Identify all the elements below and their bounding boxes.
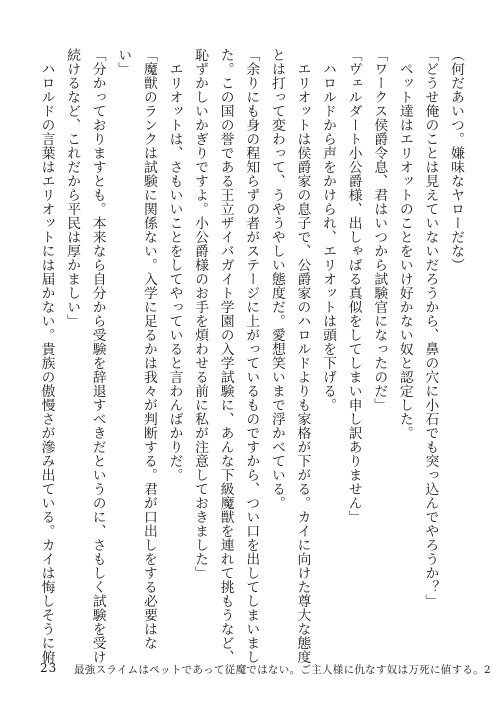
text-line: ハロルドから声をかけられ、エリオットは頭を下げる。	[320, 48, 337, 412]
text-line: エリオットは、さもいいことをしてやっていると言わんばかりだ。	[166, 48, 183, 482]
text-line: ペット達はエリオットのことをいけ好かない奴と認定した。	[396, 48, 413, 440]
text-line: 「どうせ俺のことは見えていないだろうから、鼻の穴に小石でも突っ込んでやろうか？」	[422, 48, 439, 608]
text-line: い」	[115, 48, 132, 76]
running-title: 最強スライムはペットであって従魔ではない。ご主人様に仇なす奴は万死に値する。2	[74, 664, 491, 676]
page-number: 23	[40, 661, 58, 675]
text-line: 「ヴェルダート小公爵様、出しゃばる真似をしてしまい申し訳ありません」	[345, 48, 362, 524]
text-line: た。この国の誉である王立ザイバガイト学園の入学試験に、あんな下級魔獣を連れて挑もうなど、	[217, 48, 234, 664]
text-line: （何だあいつ。嫌味なヤローだな）	[448, 48, 464, 272]
text-line: 「ワークス侯爵令息、君はいつから試験官になったのだ」	[371, 48, 388, 412]
text-line: とは打って変わって、うやうやしい態度だ。愛想笑いまで浮かべている。	[268, 48, 285, 510]
text-line: ハロルドの言葉はエリオットには届かない。貴族の傲慢さが滲み出ている。カイは悔しそうに俯	[38, 48, 55, 664]
text-line: 「魔獣のランクは試験に関係ない。入学に足るかは我々が判断する。君が口出しをする必要はな	[140, 48, 157, 650]
vertical-text-body	[28, 48, 468, 664]
text-line: エリオットは侯爵家の息子で、公爵家のハロルドよりも家格が下がる。カイに向けた尊大な態度	[294, 48, 311, 664]
text-line: 「分かっておりますとも。本来なら自分から受験を辞退すべきだというのに、さもしく試験を受け	[89, 48, 106, 664]
text-line: 「余りにも身の程知らずの者がステージに上がっているものですから、つい口を出してしまいまし	[243, 48, 260, 664]
text-line: 続けるなど、これだから平民は厚かましい」	[64, 48, 81, 328]
text-line: 恥ずかしいかぎりですよ。小公爵様のお手を煩わせる前に私が注意しておきました」	[192, 48, 209, 580]
